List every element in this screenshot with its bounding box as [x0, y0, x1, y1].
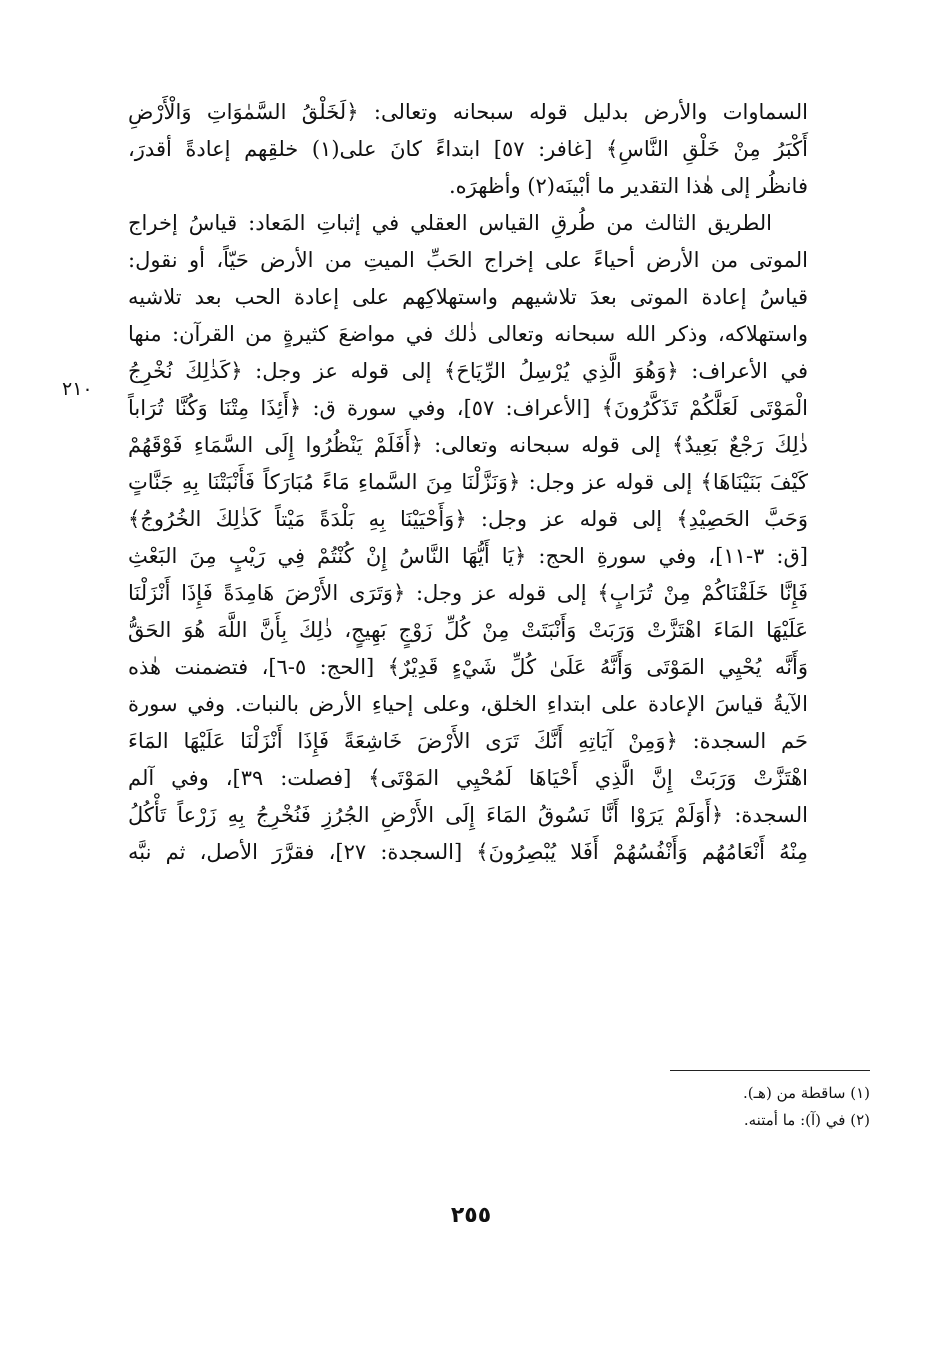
text-line: الآيةُ قياسَ الإعادة على ابتداءِ الخلق، وعلى إحياءِ الأرض بالنبات. وفي سورة [128, 692, 808, 716]
text-line: في الأعراف: ﴿وَهُوَ الَّذِي يُرْسِلُ الرِّيَاحَ﴾ إلى قوله عز وجل: ﴿كَذٰلِكَ نُخْرِجُ [128, 359, 808, 383]
text-line: فانظُر إلى هٰذا التقدير ما أبْينَه(٢) وأظهرَه. [448, 174, 808, 198]
text-line: أَكْبَرُ مِنْ خَلْقِ النَّاسِ﴾ [غافر: ٥٧] ابتداءً كانَ على(١) خلقِهم إعادةً أقدرَ، [128, 137, 808, 161]
main-text [128, 94, 808, 871]
text-line: [ق: ٣-١١]، وفي سورةِ الحج: ﴿يَا أَيُّهَا النَّاسُ إِنْ كُنْتُمْ فِي رَيْبٍ مِنَ البَعْثِ [128, 544, 808, 568]
text-line: قياسُ إعادة الموتى بعدَ تلاشيهم واستهلاكِهم على إعادة الحب بعد تلاشيه [128, 285, 808, 309]
text-line: الْمَوْتَى لَعَلَّكُمْ تَذَكَّرُونَ﴾ [الأعراف: ٥٧]، وفي سورة ق: ﴿أَئِذَا مِتْنَا وَكُنَّا تُرَاباً [128, 396, 808, 420]
text-line: السجدة: ﴿أَوَلَمْ يَرَوْا أَنَّا نَسُوقُ المَاءَ إِلَى الأَرْضِ الجُرُزِ فَنُخْرِجُ بِهِ زَرْعاً تَأْكُلُ [128, 803, 808, 827]
footnote-2: (٢) في (آ): ما أمتنه. [743, 1111, 870, 1129]
text-line: واستهلاكه، وذكر الله سبحانه وتعالى ذٰلك في مواضعَ كثيرةٍ من القرآن: منها [128, 322, 808, 346]
text-line: عَلَيْهَا المَاءَ اهْتَزَّتْ وَرَبَتْ وَأَنْبَتَتْ مِنْ كُلِّ زَوْجٍ بَهِيجٍ، ذٰلِكَ بِأَنَّ اللَّهَ هُوَ الحَقُّ [128, 618, 808, 642]
footnote-separator [670, 1070, 870, 1071]
text-line: ذٰلِكَ رَجْعٌ بَعِيدٌ﴾ إلى قوله سبحانه وتعالى: ﴿أَفَلَمْ يَنْظُرُوا إِلَى السَّمَاءِ فَوْقَهُمْ [128, 433, 808, 457]
text-line: وَأَنَّه يُحْيِي المَوْتَى وَأَنَّهُ عَلَىٰ كُلِّ شَيْءٍ قَدِيْرٌ﴾ [الحج: ٥-٦]، فتضمنت هٰذه [128, 655, 808, 679]
footnotes [500, 1080, 870, 1134]
margin-page-reference: ٢١٠ [62, 378, 93, 400]
paragraph-start-line: الطريق الثالث من طُرقِ القياس العقلي في إثباتِ المَعاد: قياسُ إخراج [128, 211, 772, 235]
text-line: الموتى من الأرض أحياءً على إخراج الحَبِّ الميتِ من الأرض حَيّاً، أو نقول: [128, 248, 808, 272]
text-line: فَإِنَّا خَلَقْنَاكُمْ مِنْ تُرَابٍ﴾ إلى قوله عز وجل: ﴿وَتَرَى الأَرْضَ هَامِدَةً فَإِذَا أَنْزَلْنَا [128, 581, 808, 605]
text-line: مِنْهُ أَنْعَامُهُم وَأَنْفُسُهُمْ أَفَلا يُبْصِرُونَ﴾ [السجدة: ٢٧]، فقرَّرَ الأصل، ثم نبَّه [128, 840, 808, 864]
text-line: وَحَبَّ الحَصِيْدِ﴾ إلى قوله عز وجل: ﴿وَأَحْيَيْنَا بِهِ بَلْدَةً مَيْتاً كَذٰلِكَ الخُرُوجُ﴾ [128, 507, 808, 531]
text-line: حَم السجدة: ﴿وَمِنْ آيَاتِهِ أَنَّكَ تَرَى الأَرْضَ خَاشِعَةً فَإِذَا أَنْزَلْنَا عَلَيْهَا المَاءَ [128, 729, 808, 753]
text-line: السماوات والأرض بدليل قوله سبحانه وتعالى: ﴿لَخَلْقُ السَّمٰوَاتِ وَالْأَرْضِ [128, 100, 808, 124]
text-line: اهْتَزَّتْ وَرَبَتْ إِنَّ الَّذِي أَحْيَاهَا لَمُحْيِي المَوْتَى﴾ [فصلت: ٣٩]، وفي آلم [128, 766, 808, 790]
footnote-1: (١) ساقطة من (هـ). [743, 1084, 870, 1102]
page-number: ٢٥٥ [450, 1203, 492, 1228]
text-line: كَيْفَ بَنَيْنَاهَا﴾ إلى قوله عز وجل: ﴿وَنَزَّلْنَا مِنَ السَّماءِ مَاءً مُبَارَكاً فَأَنْبَتْنَا بِهِ جَنَّاتٍ [128, 470, 808, 494]
